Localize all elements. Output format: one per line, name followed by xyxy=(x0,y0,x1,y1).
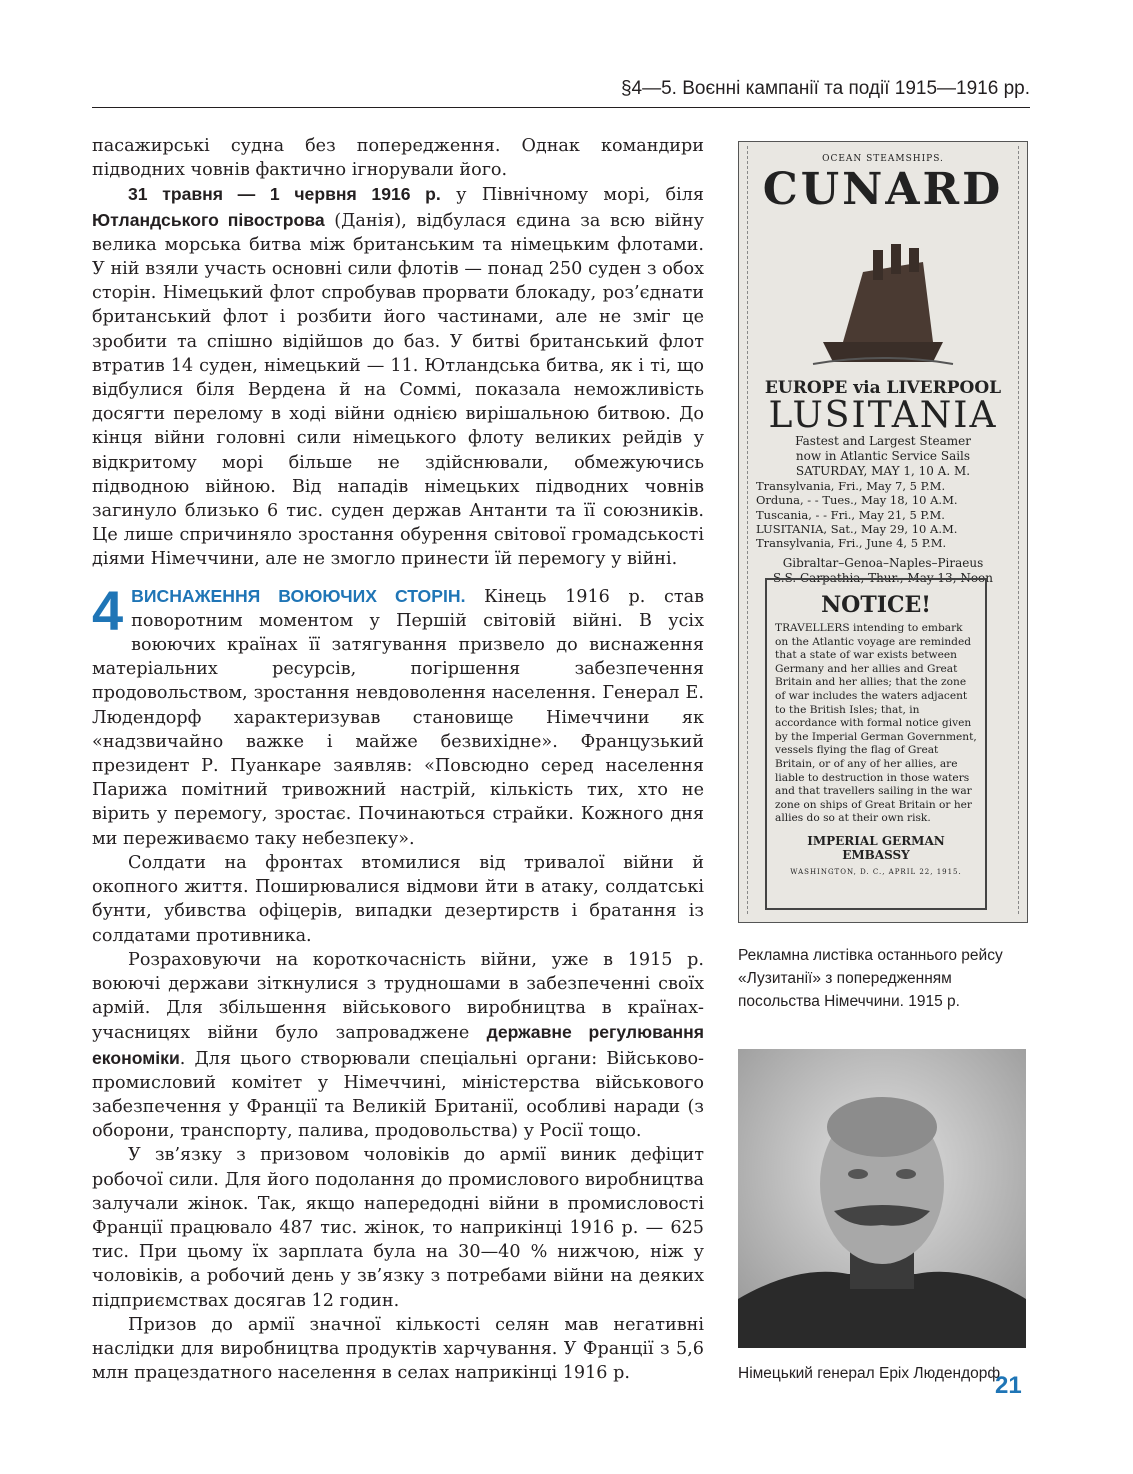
ad-ocean-steamships: OCEAN STEAMSHIPS. xyxy=(822,154,944,164)
paragraph-labor: У зв’язку з призовом чоловіків до армії виник дефіцит робочої сили. Для його подолання до промислового виробництва залучали жінок. Так, якщо напередодні війни в промисловості Франції працювало 487 тис. жінок, то наприкінці 1916 р. — 625 тис. При цьому їх зарплата була на 30—40 % нижчою, ніж у чоловіків, а робочий день у зв’язку з потребами війни на деяких підприємствах досягав 12 годин. xyxy=(92,1145,704,1311)
main-text-column xyxy=(92,134,704,1385)
exhaustion-text: Кінець 1916 р. став поворотним моментом у Першій світовій війні. В усіх воюючих країнах її затягування призвело до виснаження матеріальних ресурсів, погіршення забезпечення продовольством, зростання невдоволення населення. Генерал Е. Людендорф характеризував становище Німеччини як «надзвичайно важке і майже безвихідне». Французький президент Р. Пуанкаре заявляв: «Повсюдно серед населення Парижа помітний тривожний настрій, кількість тих, хто не вірить у перемогу, зростає. Починаються страйки. Кожного дня ми переживаємо таку небезпеку». xyxy=(92,586,704,849)
header-divider xyxy=(92,107,1030,108)
notice-place: WASHINGTON, D. C., APRIL 22, 1915. xyxy=(790,867,962,876)
notice-text: TRAVELLERS intending to embark on the Atlantic voyage are reminded that a state of war exists between Germany and her allies and Great Britain and her allies; that the zone of war includes the waters adjacent to the British Isles; that, in accordance with formal notice given by the Imperial German Government, vessels flying the flag of Great Britain, or of any of her allies, are liable to destruction in those waters and that travellers sailing in the war zone on ships of Great Britain or her allies do so at their own risk. xyxy=(775,622,977,825)
schedule-row: Orduna, - - Tues., May 18, 10 A.M. xyxy=(756,493,958,508)
ad-caption: Рекламна листівка останнього рейсу «Лузитанії» з попередженням посольства Німеччини. 1915 р. xyxy=(738,947,1003,1010)
ad-tagline-1: Fastest and Largest Steamer xyxy=(795,434,971,448)
jutland-text-a: у Північному морі, біля xyxy=(440,185,704,206)
paragraph-soldiers: Солдати на фронтах втомилися від тривалої війни й окопного життя. Поширювалися відмови йти в атаку, солдатські бунти, убивства офіцерів, випадки дезертирств і братання із солдатами противника. xyxy=(92,852,704,946)
ad-route-1: Gibraltar–Genoa–Naples–Piraeus xyxy=(782,556,984,571)
ad-tagline-3: SATURDAY, MAY 1, 10 A. M. xyxy=(795,464,971,478)
running-header: §4—5. Воєнні кампанії та події 1915—1916 рр. xyxy=(620,78,1030,99)
schedule-row: LUSITANIA, Sat., May 29, 10 A.M. xyxy=(756,521,958,536)
economy-text-b: . Для цього створювали спеціальні органи: Військово-промисловий комітет у Німеччині, міністерства військового забезпечення у Франції та Великій Британії, особливі наради (з оборони, транспорту, палива, продовольства) у Росії тощо. xyxy=(92,1048,704,1142)
section-4 xyxy=(92,578,704,851)
paragraph-1: пасажирські судна без попередження. Однак командири підводних човнів фактично ігнорували його. xyxy=(92,136,704,181)
ad-route-2: S.S. Carpathia, Thur., May 13, Noon xyxy=(772,571,994,586)
paragraph-jutland xyxy=(92,182,704,571)
schedule-row: Transylvania, Fri., June 4, 5 P.M. xyxy=(756,536,947,551)
jutland-date: 31 травня — 1 червня 1916 р. xyxy=(128,184,441,205)
ad-schedule xyxy=(748,479,1018,550)
ad-europe-via-liverpool: EUROPE via LIVERPOOL xyxy=(764,378,1002,398)
section-title: ВИСНАЖЕННЯ ВОЮЮЧИХ СТОРІН. xyxy=(131,585,466,606)
page-number: 21 xyxy=(995,1372,1022,1399)
ad-lusitania: LUSITANIA xyxy=(768,395,998,436)
state-regulation-term: державне регулювання економіки xyxy=(92,1022,704,1068)
jutland-place: Ютландського півострова xyxy=(92,209,325,230)
ship-illustration xyxy=(803,232,963,372)
notice-title: NOTICE! xyxy=(821,592,931,618)
paragraph-economy xyxy=(92,948,704,1144)
economy-text-a: Розраховуючи на короткочасність війни, уже в 1915 р. воюючі держави зіткнулися з трудношами в забезпеченні своїх армій. Для збільшення військового виробництва в країнах-учасницях війни було запроваджене xyxy=(92,949,704,1044)
schedule-row: Transylvania, Fri., May 7, 5 P.M. xyxy=(756,479,946,493)
ludendorff-portrait xyxy=(738,1049,1026,1348)
section-number: 4 xyxy=(92,578,124,642)
notice-embassy: IMPERIAL GERMAN EMBASSY xyxy=(807,833,945,862)
paragraph-peasants: Призов до армії значної кількості селян мав негативні наслідки для виробництва продуктів харчування. У Франції з 5,6 млн працездатного населення в селах наприкінці 1916 р. xyxy=(92,1314,704,1384)
ad-tagline-2: now in Atlantic Service Sails xyxy=(795,449,971,463)
notice-box xyxy=(765,578,987,910)
lusitania-advertisement xyxy=(738,141,1028,923)
paragraph-exhaustion xyxy=(92,578,704,851)
schedule-row: Tuscania, - - Fri., May 21, 5 P.M. xyxy=(756,507,945,522)
jutland-text-b: (Данія), відбулася єдина за всю війну велика морська битва між британським та німецьким флотами. У ній взяли участь основні сили флотів — понад 250 суден з обох сторін. Німецький флот спробував прорвати блокаду, роз’єднати британський флот і розбити його частинами, але не зміг це зробити та спішно відійшов до баз. У битві британський флот втратив 14 суден, німецький — 11. Ютландська битва, як і ті, що відбулися біля Вердена й на Соммі, показала неможливість досягти перелому в ході війни однією вирішальною битвою. До кінця війни головні сили німецького флоту великих рейдів у відкритому морі більше не здійснювали, обмежуючись підводною війною. Від нападів німецьких підводних човнів загинуло близько 6 тис. суден держав Антанти та її союзників. Це лише спричиняло зростання обурення світової громадськості діями Німеччини, але не змогло принести їй перемогу у війні. xyxy=(92,210,704,570)
portrait-image xyxy=(738,1049,1026,1348)
ad-cunard: CUNARD xyxy=(762,164,1004,215)
portrait-caption: Німецький генерал Еріх Людендорф xyxy=(738,1365,1001,1382)
